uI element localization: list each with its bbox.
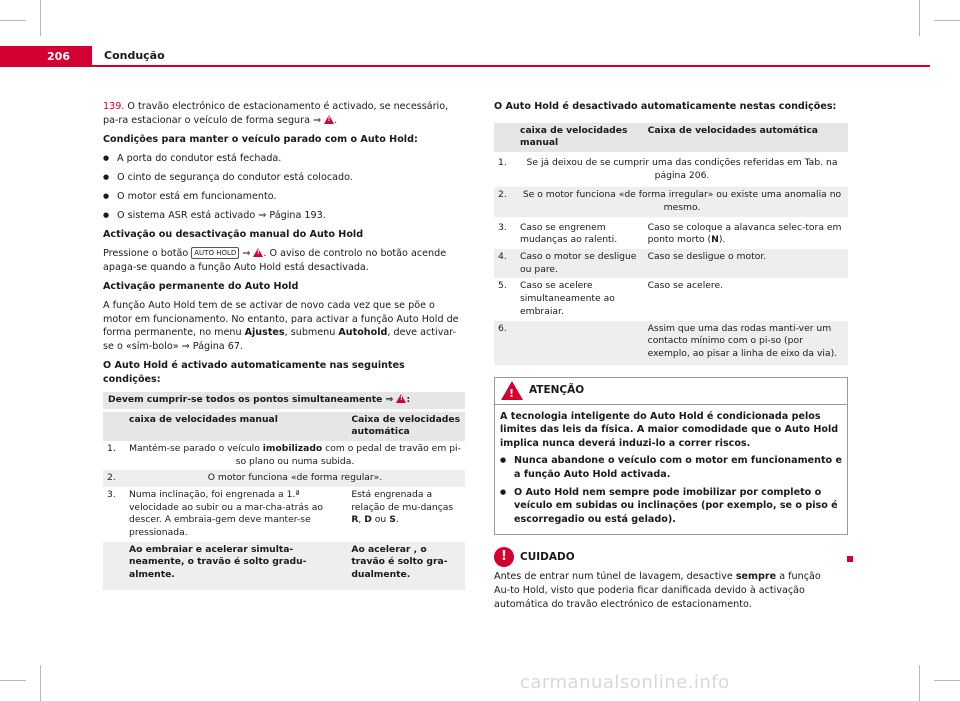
table-row: 2. O motor funciona «de forma regular». — [103, 470, 465, 487]
table-row: 1. Se já deixou de se cumprir uma das condições referidas em Tab. na página 206. — [498, 156, 838, 181]
table-caption: Devem cumprir-se todos os pontos simultaneamente ⇒ !: — [103, 392, 465, 409]
warning-box — [494, 377, 848, 536]
table-row: Ao embraiar e acelerar simulta-neamente, o travão é solto gradu-almente. Ao acelerar , o travão é solto gra-dualmente. — [103, 542, 465, 590]
conditions-title: Condições para manter o veículo parado com o Auto Hold: — [103, 133, 418, 145]
permanent-title: Activação permanente do Auto Hold — [103, 281, 299, 293]
table-row: 5. Caso se acelere simultaneamente ao embraiar. Caso se acelere. — [498, 280, 724, 317]
list-item: ● O sistema ASR está activado ⇒ Página 193. — [103, 209, 465, 223]
table-row: 6. Assim que uma das rodas manti-ver um contacto mínimo com o pi-so (por exemplo, ao pisar a linha de eixo da via). — [494, 321, 848, 365]
crop-mark — [40, 665, 41, 701]
caution-header — [494, 547, 848, 567]
warning-triangle-icon — [501, 381, 523, 401]
column-header-auto: Caixa de velocidades automática — [347, 412, 465, 441]
warning-icon[interactable] — [324, 115, 334, 124]
figure-reference[interactable]: 139 — [103, 101, 122, 112]
list-item: ● O motor está em funcionamento. — [103, 190, 465, 204]
activation-table — [103, 392, 465, 590]
warning-icon[interactable] — [396, 394, 406, 403]
watermark: carmanualsonline.info — [520, 672, 730, 693]
column-header-auto: Caixa de velocidades automática — [644, 123, 848, 152]
deactivation-title: O Auto Hold é desactivado automaticamente nestas condições: — [494, 101, 837, 112]
warning-box-header — [495, 378, 847, 405]
crop-mark — [40, 0, 41, 36]
left-column — [103, 100, 465, 590]
deactivation-table — [494, 123, 848, 365]
table-row: 3. Caso se engrenem mudanças ao ralenti. Caso se coloque a alavanca selec-tora em ponto morto (N). — [498, 221, 842, 246]
warning-title: ATENÇÃO — [529, 384, 585, 397]
list-item: ● A porta do condutor está fechada. — [103, 152, 465, 166]
header-rule — [92, 65, 930, 67]
crop-mark — [0, 20, 26, 21]
crop-mark — [919, 0, 920, 36]
chapter-title: Condução — [104, 49, 165, 62]
manual-paragraph: Pressione o botão AUTO HOLD ⇒ !. O aviso de controlo no botão acende apaga-se quando a função Auto Hold está desactivada. — [103, 247, 465, 274]
warning-body — [495, 405, 847, 535]
list-item: ● O Auto Hold nem sempre pode imobilizar por completo o veículo em subidas ou inclinações (por exemplo, se o piso é escorregadio ou está gelado). — [500, 486, 842, 527]
table-row: 2. Se o motor funciona «de forma irregular» ou existe uma anomalia no mesmo. — [494, 187, 848, 216]
exclamation-circle-icon: ! — [494, 547, 514, 567]
manual-title: Activação ou desactivação manual do Auto Hold — [103, 229, 364, 241]
caution-paragraph: Antes de entrar num túnel de lavagem, desactive sempre a função Au-to Hold, visto que poderia ficar danificada devido à activação automática do travão electrónico de estacionamento. — [494, 571, 821, 610]
list-item: ● Nunca abandone o veículo com o motor em funcionamento e a função Auto Hold activada. — [500, 454, 842, 481]
permanent-paragraph: A função Auto Hold tem de se activar de novo cada vez que se põe o motor em funcionamento. No entanto, para activar a função Auto Hold de forma permanente, no menu Ajustes, submenu Autohold, deve activar-se o «sím-bolo» ⇒ Página 67. — [103, 300, 459, 353]
submenu-name: Autohold — [338, 327, 388, 339]
emphasis-word: sempre — [735, 571, 777, 583]
column-header-manual: caixa de velocidades manual — [516, 123, 644, 152]
warning-icon[interactable] — [253, 248, 263, 257]
crop-mark — [934, 680, 960, 681]
auto-activation-title: O Auto Hold é activado automaticamente nas seguintes condições: — [103, 360, 405, 385]
list-item: ● O cinto de segurança do condutor está colocado. — [103, 171, 465, 185]
table-row: 3. Numa inclinação, foi engrenada a 1.ª velocidade ao subir ou a mar-cha-atrás ao descer. A embraia-gem deve manter-se pressionada. Está engrenada a relação de mu-danças R, D ou S. — [107, 488, 454, 539]
menu-name: Ajustes — [244, 327, 285, 339]
table-row: 4. Caso o motor se desligue ou pare. Caso se desligue o motor. — [494, 249, 848, 278]
section-end-marker — [847, 556, 853, 562]
warning-list — [500, 454, 842, 526]
conditions-list — [103, 152, 465, 223]
auto-hold-button-symbol: AUTO HOLD — [191, 247, 239, 259]
page-number: 206 — [0, 46, 92, 67]
caution-title: CUIDADO — [520, 551, 575, 564]
crop-mark — [919, 665, 920, 701]
caution-section — [494, 547, 848, 611]
table-row: 1. Mantém-se parado o veículo imobilizado com o pedal de travão em pi-so plano ou numa subida. — [107, 442, 461, 467]
column-header-manual: caixa de velocidades manual — [125, 412, 347, 441]
crop-mark — [934, 20, 960, 21]
intro-paragraph: 139. O travão electrónico de estacionamento é activado, se necessário, pa-ra estacionar o veículo de forma segura ⇒ !. — [103, 100, 465, 127]
warning-intro: A tecnologia inteligente do Auto Hold é condicionada pelos limites das leis da física. A maior comodidade que o Auto Hold implica nunca deverá induzi-lo a correr riscos. — [500, 410, 839, 449]
crop-mark — [0, 680, 26, 681]
right-column — [494, 100, 848, 617]
